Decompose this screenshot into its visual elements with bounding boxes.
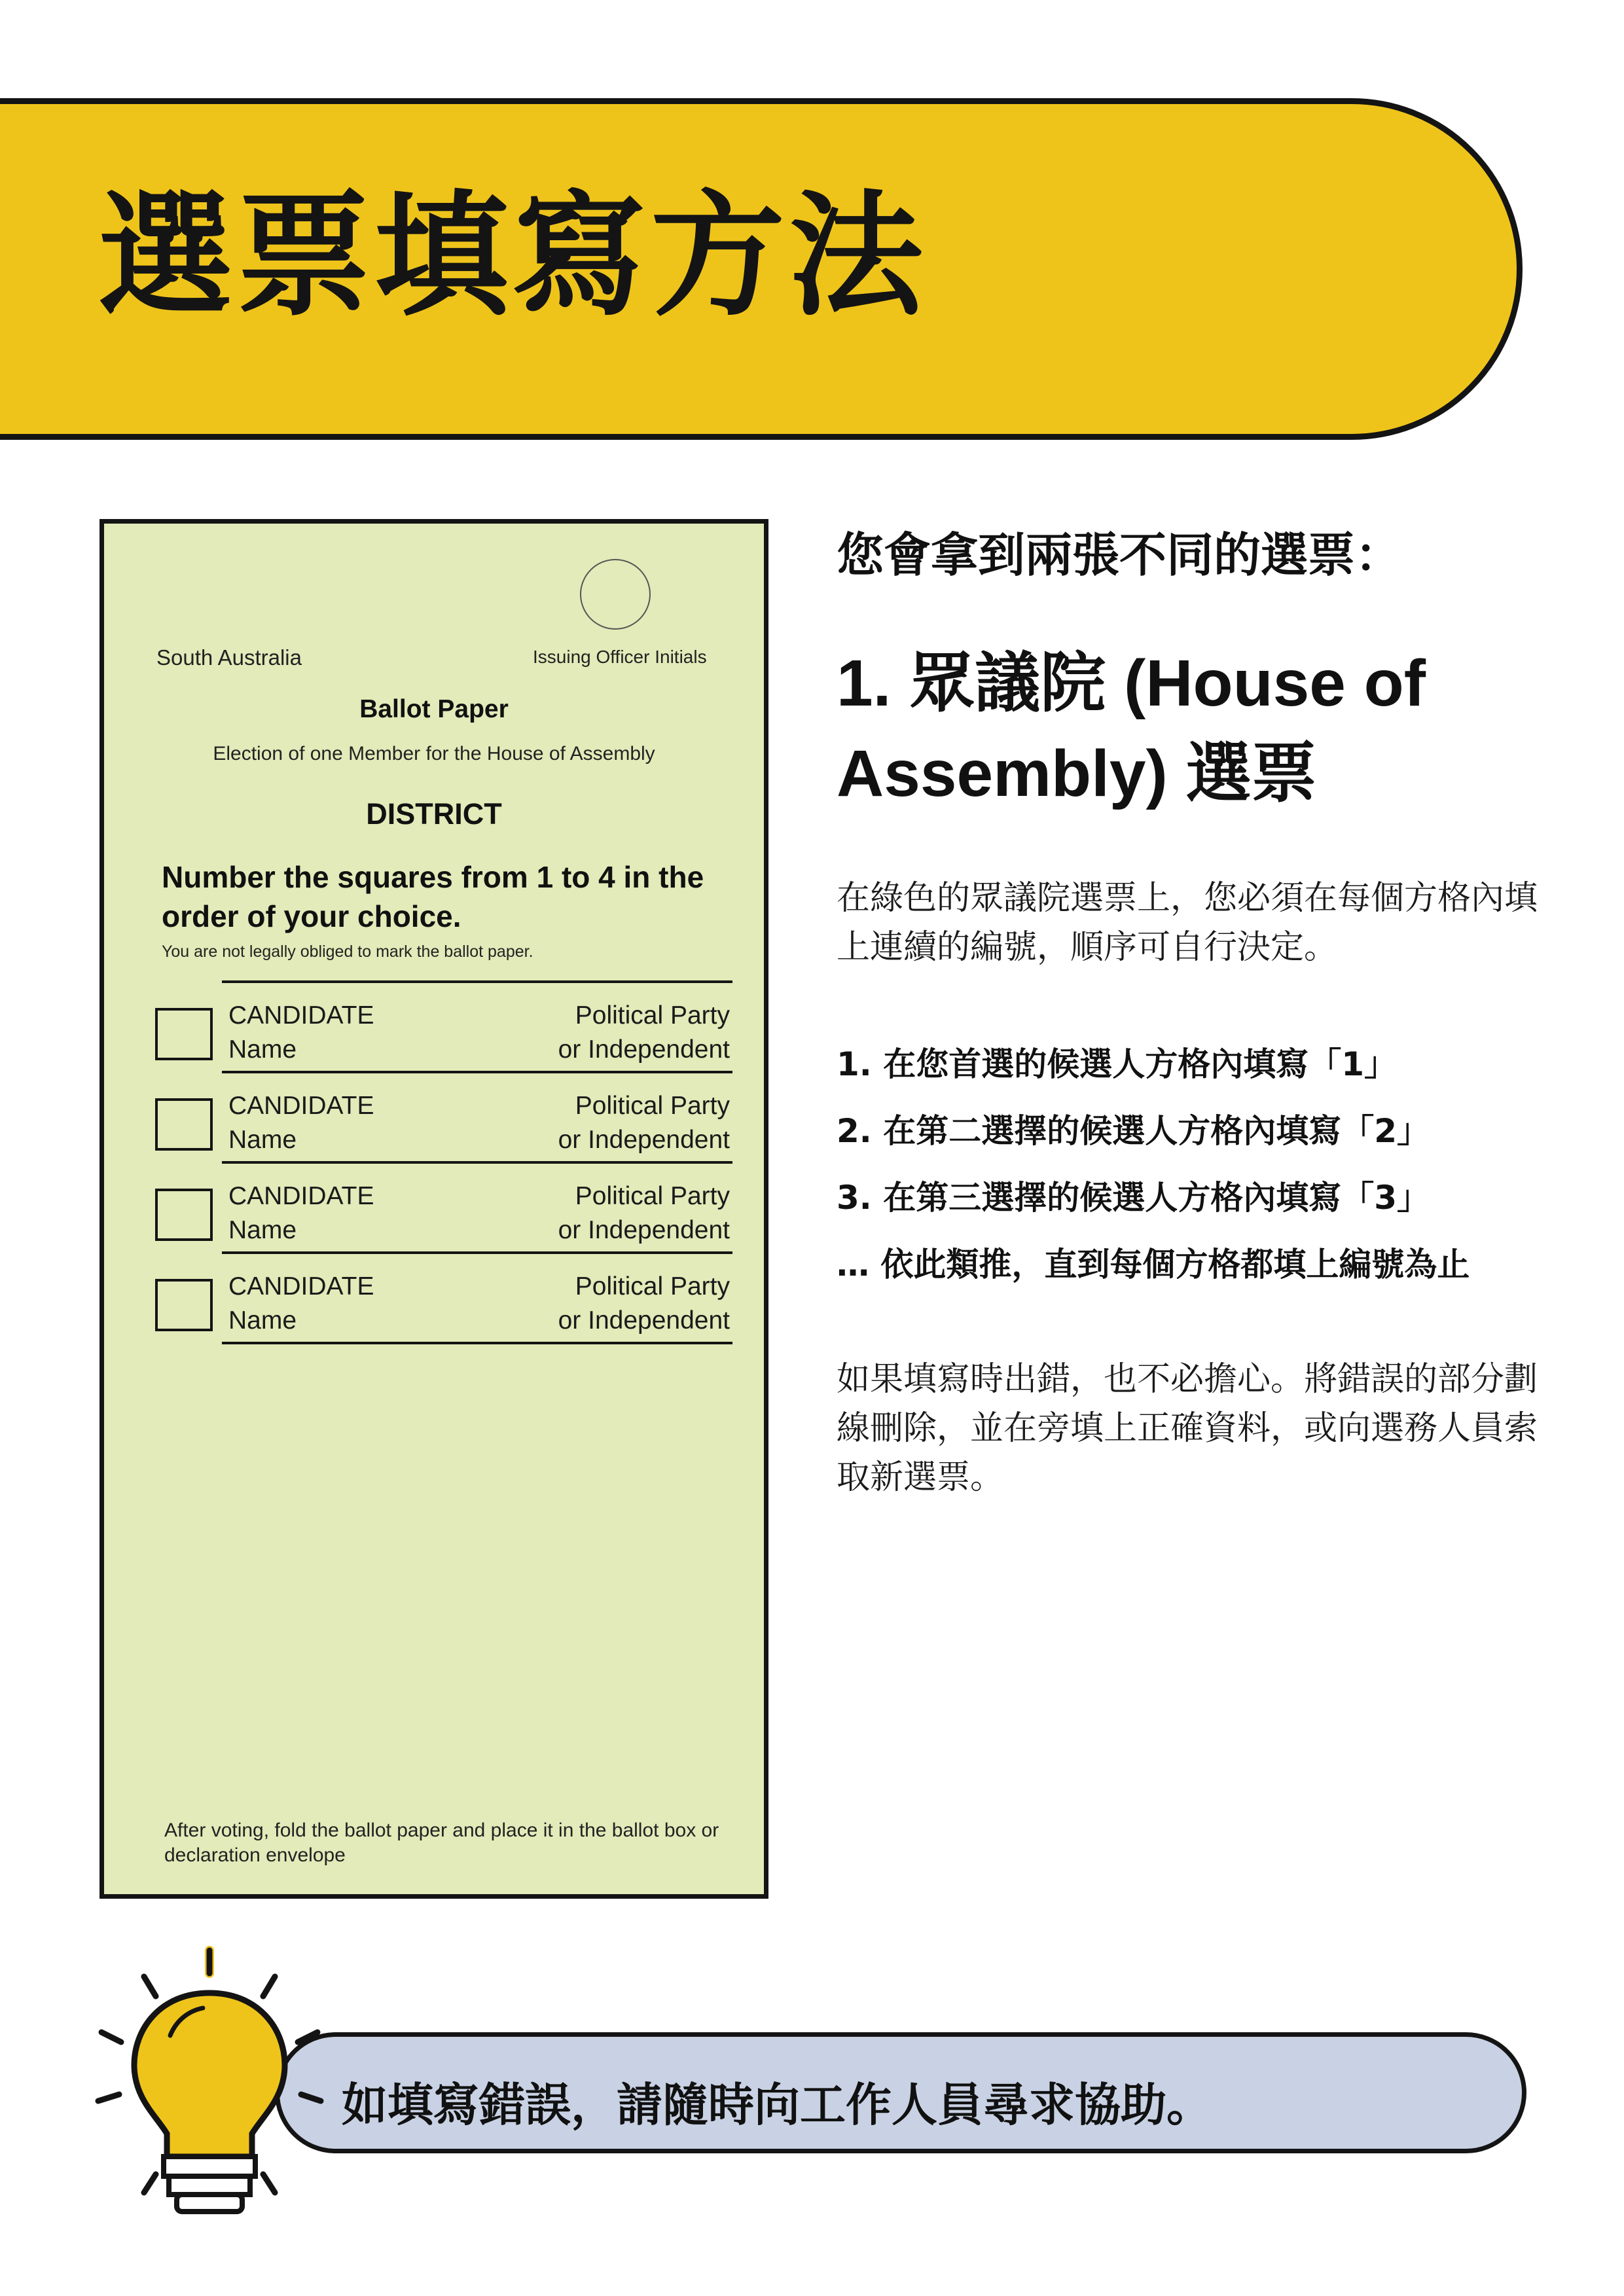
officer-initials-label: Issuing Officer Initials xyxy=(533,647,707,667)
candidate-square[interactable] xyxy=(155,1279,213,1331)
ballot-state: South Australia xyxy=(156,645,302,670)
candidate-divider xyxy=(222,1071,732,1073)
list-item: 2. 在第二選擇的候選人方格內填寫「2」 xyxy=(837,1112,1430,1150)
candidate-square[interactable] xyxy=(155,1098,213,1151)
list-item: 3. 在第三選擇的候選人方格內填寫「3」 xyxy=(837,1179,1430,1217)
list-item: … 依此類推，直到每個方格都填上編號為止 xyxy=(837,1246,1470,1283)
district-label: DISTRICT xyxy=(366,797,502,831)
candidate-name: CANDIDATE Name xyxy=(228,1001,374,1064)
election-label: Election of one Member for the House of Assembly xyxy=(213,743,655,764)
candidate-party: Political Party or Independent xyxy=(558,1182,730,1244)
candidate-party: Political Party or Independent xyxy=(558,1092,730,1154)
candidate-square[interactable] xyxy=(155,1189,213,1241)
intro-heading: 您會拿到兩張不同的選票： xyxy=(837,528,1403,583)
candidate-divider xyxy=(222,1161,732,1164)
ballot-paper xyxy=(99,519,768,1899)
section-title: 1. 眾議院 (House of Assembly) 選票 xyxy=(837,647,1426,810)
candidate-name: CANDIDATE Name xyxy=(228,1182,374,1244)
candidate-divider xyxy=(222,980,732,983)
lightbulb-icon xyxy=(85,1937,334,2221)
tip-text: 如填寫錯誤，請隨時向工作人員尋求協助。 xyxy=(342,2078,1212,2132)
candidate-divider xyxy=(222,1342,732,1344)
ballot-instruction: Number the squares from 1 to 4 in the order of your choice. xyxy=(162,860,704,933)
candidate-name: CANDIDATE Name xyxy=(228,1272,374,1335)
list-item: 1. 在您首選的候選人方格內填寫「1」 xyxy=(837,1045,1397,1083)
steps-list xyxy=(837,1031,1589,1298)
ballot-heading: Ballot Paper xyxy=(359,695,509,723)
page-title: 選票填寫方法 xyxy=(98,179,927,334)
mistake-note: 如果填寫時出錯，也不必擔心。將錯誤的部分劃線刪除，並在旁填上正確資料，或向選務人員索取新選票。 xyxy=(837,1360,1538,1497)
initials-circle xyxy=(580,559,651,630)
legal-note: You are not legally obliged to mark the ballot paper. xyxy=(162,942,533,961)
candidate-party: Political Party or Independent xyxy=(558,1272,730,1335)
candidate-name: CANDIDATE Name xyxy=(228,1092,374,1154)
candidate-divider xyxy=(222,1251,732,1254)
candidate-square[interactable] xyxy=(155,1008,213,1060)
after-voting-note: After voting, fold the ballot paper and place it in the ballot box or declaration envelope xyxy=(164,1820,719,1866)
description: 在綠色的眾議院選票上，您必須在每個方格內填上連續的編號，順序可自行決定。 xyxy=(837,879,1538,967)
candidate-party: Political Party or Independent xyxy=(558,1001,730,1064)
